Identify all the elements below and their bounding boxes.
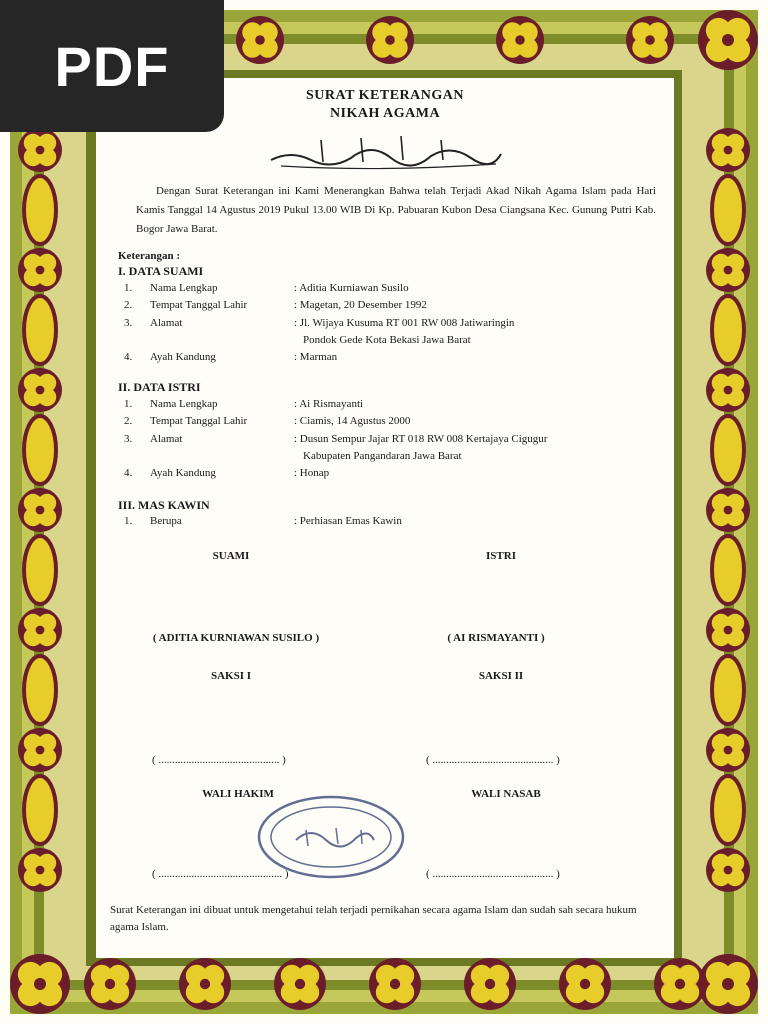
section-mas-kawin-heading: III. MAS KAWIN <box>118 498 210 512</box>
suami-row-label: Alamat <box>150 317 183 329</box>
suami-row-no: 2. <box>124 299 133 311</box>
pdf-badge: PDF <box>0 0 224 132</box>
istri-row-value-cont: Kabupaten Pangandaran Jawa Barat <box>303 450 462 462</box>
istri-row-label: Nama Lengkap <box>150 398 218 410</box>
border-rosette-icon <box>10 954 70 1014</box>
suami-row-no: 3. <box>124 317 133 329</box>
saksi-2-label: SAKSI II <box>478 670 524 682</box>
istri-row-value: : Honap <box>294 467 330 479</box>
suami-row-value: : Marman <box>294 351 338 363</box>
istri-row-value: : Ciamis, 14 Agustus 2000 <box>294 415 411 427</box>
istri-row-label: Tempat Tanggal Lahir <box>150 415 248 427</box>
border-rosette-icon <box>464 958 516 1010</box>
footer-note: Surat Keterangan ini dibuat untuk mengetahui telah terjadi pernikahan secara agama Islam dan sudah sah secara hukum agama Islam. <box>110 904 637 933</box>
border-rosette-icon <box>18 128 62 172</box>
wali-nasab-label: WALI NASAB <box>471 788 541 800</box>
border-rosette-icon <box>18 848 62 892</box>
istri-row-label: Ayah Kandung <box>150 467 216 479</box>
border-leaf-ornament <box>712 296 744 364</box>
border-leaf-ornament <box>24 416 56 484</box>
istri-row-no: 2. <box>124 415 133 427</box>
istri-row-value: : Dusun Sempur Jajar RT 018 RW 008 Kertajaya Cigugur <box>294 433 548 445</box>
suami-name: ( ADITIA KURNIAWAN SUSILO ) <box>152 632 320 644</box>
border-rosette-icon <box>18 488 62 532</box>
border-rosette-icon <box>706 128 750 172</box>
mas-kawin-row-no: 1. <box>124 515 133 527</box>
suami-row-value-cont: Pondok Gede Kota Bekasi Jawa Barat <box>303 334 471 346</box>
border-leaf-ornament <box>712 656 744 724</box>
border-rosette-icon <box>369 958 421 1010</box>
istri-row-label: Alamat <box>150 433 183 445</box>
title-line-2: NIKAH AGAMA <box>329 106 441 121</box>
border-leaf-ornament <box>24 176 56 244</box>
border-rosette-icon <box>18 368 62 412</box>
border-rosette-icon <box>559 958 611 1010</box>
suami-label: SUAMI <box>212 550 250 562</box>
saksi-1-label: SAKSI I <box>210 670 252 682</box>
border-leaf-ornament <box>712 776 744 844</box>
border-leaf-ornament <box>24 296 56 364</box>
istri-row-no: 1. <box>124 398 133 410</box>
border-rosette-icon <box>18 728 62 772</box>
suami-row-value: : Aditia Kurniawan Susilo <box>294 282 409 294</box>
wali-nasab-signature-line: ( ............................................ ) <box>426 868 560 880</box>
border-rosette-icon <box>84 958 136 1010</box>
suami-row-no: 4. <box>124 351 133 363</box>
section-istri-heading: II. DATA ISTRI <box>118 380 201 394</box>
border-rosette-icon <box>706 728 750 772</box>
border-rosette-icon <box>706 368 750 412</box>
istri-row-value: : Ai Rismayanti <box>294 398 364 410</box>
suami-row-label: Nama Lengkap <box>150 282 218 294</box>
suami-row-no: 1. <box>124 282 133 294</box>
border-rosette-icon <box>496 16 544 64</box>
istri-label: ISTRI <box>486 550 516 562</box>
mas-kawin-row-value: : Perhiasan Emas Kawin <box>294 515 402 527</box>
border-leaf-ornament <box>24 536 56 604</box>
saksi-1-signature-line: ( ............................................ ) <box>152 754 286 766</box>
suami-row-value: : Magetan, 20 Desember 1992 <box>294 299 427 311</box>
border-rosette-icon <box>366 16 414 64</box>
border-rosette-icon <box>179 958 231 1010</box>
intro-paragraph: Dengan Surat Keterangan ini Kami Menerangkan Bahwa telah Terjadi Akad Nikah Agama Islam pada Hari Kamis Tanggal 14 Agustus 2019 Pukul 13.00 WIB Di Kp. Pabuaran Kubon Desa Ciangsana Kec. Gunung Putri Kab. Bogor Jawa Barat. <box>136 185 656 235</box>
suami-row-value: : Jl. Wijaya Kusuma RT 001 RW 008 Jatiwaringin <box>294 317 515 329</box>
border-leaf-ornament <box>712 416 744 484</box>
bismillah-calligraphy <box>261 132 511 172</box>
border-rosette-icon <box>706 488 750 532</box>
border-rosette-icon <box>706 848 750 892</box>
istri-name: ( AI RISMAYANTI ) <box>447 632 545 644</box>
wali-hakim-signature-line: ( ............................................. ) <box>152 868 289 880</box>
border-leaf-ornament <box>712 536 744 604</box>
border-rosette-icon <box>236 16 284 64</box>
border-rosette-icon <box>706 248 750 292</box>
section-suami-heading: I. DATA SUAMI <box>118 264 204 278</box>
border-rosette-icon <box>626 16 674 64</box>
title-line-1: SURAT KETERANGAN <box>305 88 464 103</box>
suami-row-label: Ayah Kandung <box>150 351 216 363</box>
keterangan-label: Keterangan : <box>118 250 181 262</box>
wali-hakim-label: WALI HAKIM <box>202 788 274 800</box>
mas-kawin-row-label: Berupa <box>150 515 182 527</box>
border-rosette-icon <box>18 248 62 292</box>
border-rosette-icon <box>654 958 706 1010</box>
border-rosette-icon <box>698 954 758 1014</box>
border-rosette-icon <box>706 608 750 652</box>
border-rosette-icon <box>274 958 326 1010</box>
istri-row-no: 4. <box>124 467 133 479</box>
suami-row-label: Tempat Tanggal Lahir <box>150 299 248 311</box>
border-rosette-icon <box>18 608 62 652</box>
istri-row-no: 3. <box>124 433 133 445</box>
border-leaf-ornament <box>712 176 744 244</box>
saksi-2-signature-line: ( ............................................ ) <box>426 754 560 766</box>
border-rosette-icon <box>698 10 758 70</box>
border-leaf-ornament <box>24 776 56 844</box>
border-leaf-ornament <box>24 656 56 724</box>
certificate <box>96 78 674 958</box>
